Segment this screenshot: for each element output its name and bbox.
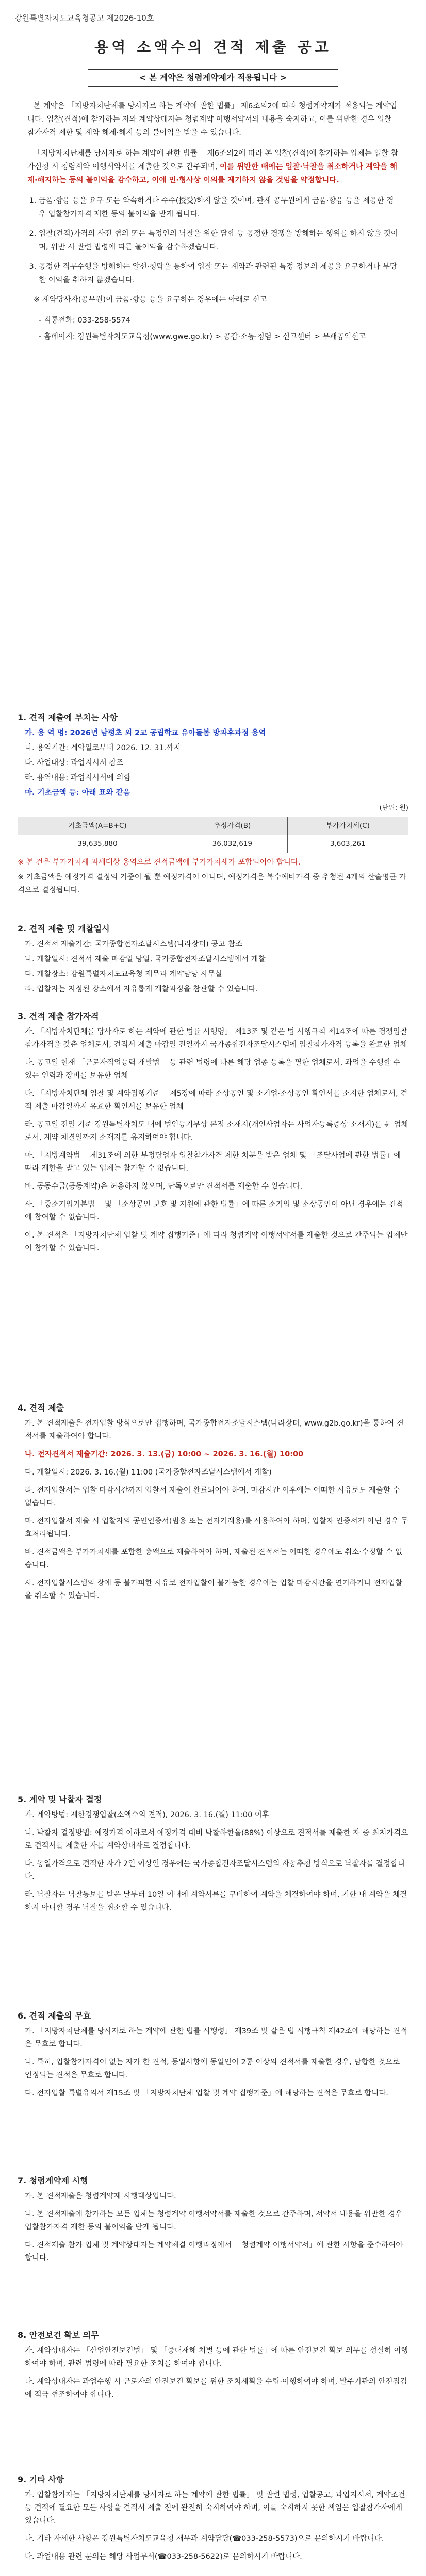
section-paragraph: 나. 특히, 입찰참가자격이 없는 자가 한 견적, 동일사항에 동일인이 2통 이상의 견적서를 제출한 경우, 담합한 것으로 인정되는 견적은 무효로 합니다. xyxy=(25,2058,400,2079)
section-title: 1. 견적 제출에 부치는 사항 xyxy=(18,713,118,722)
section-9 xyxy=(18,2473,408,2569)
section-paragraph: 가. 「지방자치단체를 당사자로 하는 계약에 관한 법률 시행령」 제39조 및 같은 법 시행규칙 제42조에 해당하는 견적은 무효로 합니다. xyxy=(25,2027,407,2048)
section-paragraph: 마. 「지방계약법」 제31조에 의한 부정당업자 입찰참가자격 제한 처분을 받은 업체 및 「조달사업에 관한 법률」에 따라 제한을 받고 있는 업체는 참가할 수 없습니다. xyxy=(25,1151,401,1173)
vat-note: ※ 본 건은 부가가치세 과세대상 용역으로 견적금액에 부가가치세가 포함되어야 합니다. xyxy=(18,858,301,867)
section-line: 라. 입찰자는 지정된 장소에서 자유롭게 개찰과정을 참관할 수 있습니다. xyxy=(25,985,258,993)
contact-department: 다. 과업내용 관련 문의는 해당 사업부서(☎033-258-5622)로 문의하시기 바랍니다. xyxy=(25,2553,302,2561)
section-paragraph: 라. 전자입찰서는 입찰 마감시간까지 입찰서 제출이 완료되어야 하며, 마감시간 이후에는 어떠한 사유로도 제출할 수 없습니다. xyxy=(25,1486,400,1507)
section-line: 가. 견적서 제출기간: 국가종합전자조달시스템(나라장터) 공고 참조 xyxy=(25,940,243,948)
section-paragraph: 마. 전자입찰서 제출 시 입찰자의 공인인증서(범용 또는 전자거래용)를 사용하여야 하며, 입찰자 인증서가 아닌 경우 무효처리됩니다. xyxy=(25,1517,408,1538)
section-paragraph: 가. 계약방법: 제한경쟁입찰(소액수의 견적), 2026. 3. 16.(월) 11:00 이후 xyxy=(25,1811,269,1819)
integrity-pledge-warning: 이를 위반한 때에는 입찰·낙찰을 취소하거나 계약을 해제·해지하는 등의 불이익을 감수하고, 이에 민·형사상 이의를 제기하지 않을 것임을 약정합니다. xyxy=(27,163,397,184)
section-paragraph: 다. 「지방자치단체 입찰 및 계약집행기준」 제5장에 따라 소상공인 및 소기업·소상공인 확인서를 소지한 업체로서, 견적 제출 마감일까지 유효한 확인서를 보유한 업체 xyxy=(25,1090,408,1111)
integrity-item: 2. 입찰(견적)가격의 사전 협의 또는 특정인의 낙찰을 위한 담합 등 공정한 경쟁을 방해하는 행위를 하지 않을 것이며, 위반 시 관련 법령에 따른 불이익을 감수하겠습니다. xyxy=(39,227,399,254)
section-3 xyxy=(18,1010,408,1260)
page-title: 용역 소액수의 견적 제출 공고 xyxy=(94,39,332,56)
section-paragraph: 바. 견적금액은 부가가치세를 포함한 총액으로 제출하여야 하며, 제출된 견적서는 어떠한 경우에도 취소·수정할 수 없습니다. xyxy=(25,1548,403,1569)
section-paragraph: 가. 계약상대자는 「산업안전보건법」 및 「중대재해 처벌 등에 관한 법률」에 따른 안전보건 확보 의무를 성실히 이행하여야 하며, 관련 법령에 따라 필요한 조치를 하여야 합니다. xyxy=(25,2347,408,2368)
section-line: 나. 개찰일시: 견적서 제출 마감일 당일, 국가종합전자조달시스템에서 개찰 xyxy=(25,955,266,963)
table-cell: 3,603,261 xyxy=(287,835,408,853)
report-lead: ※ 계약당사자(공무원)이 금품·향응 등을 요구하는 경우에는 아래로 신고 xyxy=(34,296,267,304)
contact-finance: 나. 기타 자세한 사항은 강원특별자치도교육청 재무과 계약담당(☎033-258-5573)으로 문의하시기 바랍니다. xyxy=(25,2535,384,2543)
table-cell: 39,635,880 xyxy=(18,835,177,853)
service-period: 나. 용역기간: 계약일로부터 2026. 12. 31.까지 xyxy=(25,744,181,752)
section-1 xyxy=(18,711,408,897)
header-divider xyxy=(14,28,412,29)
integrity-item: 1. 금품·향응 등을 요구 또는 약속하거나 수수(授受)하지 않을 것이며, 관계 공무원에게 금품·향응 등을 제공한 경우 입찰참가자격 제한 등의 불이익을 받게 됩니다. xyxy=(39,194,399,221)
title-divider xyxy=(14,62,412,63)
integrity-pledge-paragraph xyxy=(27,147,399,187)
section-paragraph: 아. 본 견적은 「지방자치단체 입찰 및 계약 집행기준」에 따라 청렴계약 이행서약서를 제출한 것으로 간주되는 업체만이 참가할 수 있습니다. xyxy=(25,1231,408,1252)
section-paragraph: 가. 입찰참가자는 「지방자치단체를 당사자로 하는 계약에 관한 법률」 및 관련 법령, 입찰공고, 과업지시서, 계약조건 등 견적에 필요한 모든 사항을 견적서 제출 전에 완전히 숙지하여야 하며, 이를 숙지하지 못한 책임은 입찰참가자에게 있습니다. xyxy=(25,2491,405,2525)
section-paragraph: 나. 공고일 현재 「근로자직업능력 개발법」 등 관련 법령에 따른 해당 업종 등록을 필한 업체로서, 과업을 수행할 수 있는 인력과 장비를 보유한 업체 xyxy=(25,1059,401,1080)
section-paragraph: 가. 「지방자치단체를 당사자로 하는 계약에 관한 법률 시행령」 제13조 및 같은 법 시행규칙 제14조에 따른 경쟁입찰 참가자격을 갖춘 업체로서, 견적서 제출 마감일 전일까지 국가종합전자조달시스템에 입찰참가자격 등록을 완료한 업체 xyxy=(25,1028,407,1049)
table-header: 기초금액(A=B+C) xyxy=(18,817,177,835)
section-paragraph: 다. 동일가격으로 견적한 자가 2인 이상인 경우에는 국가종합전자조달시스템의 자동추첨 방식으로 낙찰자를 결정합니다. xyxy=(25,1860,405,1881)
report-phone: - 직통전화: 033-258-5574 xyxy=(39,316,131,325)
section-line: 다. 개찰장소: 강원특별자치도교육청 재무과 계약담당 사무실 xyxy=(25,970,222,978)
base-amount-lead: 마. 기초금액 등: 아래 표와 같음 xyxy=(25,789,130,797)
section-paragraph: 라. 공고일 전일 기준 강원특별자치도 내에 법인등기부상 본점 소재지(개인사업자는 사업자등록증상 소재지)를 둔 업체로서, 계약 체결일까지 소재지를 유지하여야 합니다. xyxy=(25,1121,408,1142)
section-paragraph: 사. 전자입찰시스템의 장애 등 불가피한 사유로 전자입찰이 불가능한 경우에는 입찰 마감시간을 연기하거나 전자입찰을 취소할 수 있습니다. xyxy=(25,1579,403,1600)
section-6 xyxy=(18,2009,408,2105)
section-8 xyxy=(18,2329,408,2406)
announcement-number: 강원특별자치도교육청공고 제2026-10호 xyxy=(14,13,154,23)
integrity-notice-box xyxy=(18,91,408,693)
integrity-notice-heading: < 본 계약은 청렴계약제가 적용됩니다 > xyxy=(88,69,338,87)
section-paragraph: 나. 낙찰자 결정방법: 예정가격 이하로서 예정가격 대비 낙찰하한율(88%) 이상으로 견적서를 제출한 자 중 최저가격으로 견적서를 제출한 자를 계약상대자로 결정합니다. xyxy=(25,1829,408,1850)
section-title: 4. 견적 제출 xyxy=(18,1403,64,1413)
integrity-items xyxy=(27,194,399,287)
submission-period: 나. 전자견적서 제출기간: 2026. 3. 13.(금) 10:00 ~ 2026. 3. 16.(월) 10:00 xyxy=(25,1450,304,1459)
section-paragraph: 다. 개찰일시: 2026. 3. 16.(월) 11:00 (국가종합전자조달시스템에서 개찰) xyxy=(25,1468,272,1477)
section-paragraph: 바. 공동수급(공동계약)은 허용하지 않으며, 단독으로만 견적서를 제출할 수 있습니다. xyxy=(25,1182,303,1191)
section-paragraph: 라. 낙찰자는 낙찰통보를 받은 날부터 10일 이내에 계약서류를 구비하여 계약을 체결하여야 하며, 기한 내 계약을 체결하지 아니할 경우 낙찰을 취소할 수 있습니다. xyxy=(25,1891,407,1912)
section-title: 6. 견적 제출의 무효 xyxy=(18,2011,91,2021)
section-title: 2. 견적 제출 및 개찰일시 xyxy=(18,924,110,934)
section-paragraph: 다. 견적제출 참가 업체 및 계약상대자는 계약체결 이행과정에서 「청렴계약 이행서약서」에 관한 사항을 준수하여야 합니다. xyxy=(25,2241,403,2262)
integrity-paragraph: 본 계약은 「지방자치단체를 당사자로 하는 계약에 관한 법률」 제6조의2에 따라 청렴계약제가 적용되는 계약입니다. 입찰(견적)에 참가하는 자와 계약상대자는 청렴계약 이행서약서의 내용을 숙지하고, 이를 위반한 경우 입찰참가자격 제한 및 계약 해제·해지 등의 불이익을 받을 수 있습니다. xyxy=(27,102,398,137)
section-paragraph: 나. 본 견적제출에 참가하는 모든 업체는 청렴계약 이행서약서를 제출한 것으로 간주하며, 서약서 내용을 위반한 경우 입찰참가자격 제한 등의 불이익을 받게 됩니다. xyxy=(25,2210,403,2231)
section-2 xyxy=(18,922,408,998)
base-amount-note: ※ 기초금액은 예정가격 결정의 기준이 될 뿐 예정가격이 아니며, 예정가격은 복수예비가격 중 추첨된 4개의 산술평균 가격으로 결정됩니다. xyxy=(18,873,406,894)
section-5 xyxy=(18,1793,408,1920)
section-title: 9. 기타 사항 xyxy=(18,2475,64,2484)
section-title: 5. 계약 및 낙찰자 결정 xyxy=(18,1794,102,1804)
integrity-item: 3. 공정한 직무수행을 방해하는 알선·청탁을 통하여 입찰 또는 계약과 관련된 특정 정보의 제공을 요구하거나 부당한 이익을 취하지 않겠습니다. xyxy=(39,260,399,287)
section-paragraph: 가. 본 견적제출은 전자입찰 방식으로만 집행하며, 국가종합전자조달시스템(나라장터, www.g2b.go.kr)을 통하여 견적서를 제출하여야 합니다. xyxy=(25,1419,404,1440)
section-paragraph: 나. 계약상대자는 과업수행 시 근로자의 안전보건 확보를 위한 조치계획을 수립·이행하여야 하며, 발주기관의 안전점검에 적극 협조하여야 합니다. xyxy=(25,2378,407,2399)
section-title: 8. 안전보건 확보 의무 xyxy=(18,2330,99,2340)
section-paragraph: 다. 전자입찰 특별유의서 제15조 및 「지방자치단체 입찰 및 계약 집행기준」에 해당하는 견적은 무효로 합니다. xyxy=(25,2089,388,2097)
section-7 xyxy=(18,2174,408,2270)
section-title: 7. 청렴계약제 시행 xyxy=(18,2176,88,2185)
section-paragraph: 가. 본 견적제출은 청렴계약제 시행대상입니다. xyxy=(25,2192,176,2200)
service-content: 라. 용역내용: 과업지시서에 의함 xyxy=(25,774,131,782)
base-amount-table xyxy=(18,817,408,853)
integrity-pledge-text: 「지방자치단체를 당사자로 하는 계약에 관한 법률」 제6조의2에 따라 본 입찰(견적)에 참가하는 업체는 입찰 참가신청 시 청렴계약 이행서약서를 제출한 것으로 간주되며, xyxy=(27,149,398,171)
table-header: 부가가치세(C) xyxy=(287,817,408,835)
report-website[interactable]: - 홈페이지: 강원특별자치도교육청(www.gwe.go.kr) > 공감·소통·청렴 > 신고센터 > 부패공익신고 xyxy=(39,333,366,341)
section-4 xyxy=(18,1401,408,1608)
section-title: 3. 견적 제출 참가자격 xyxy=(18,1011,99,1021)
service-name: 가. 용 역 명: 2026년 남평초 외 2교 공립학교 유아돌봄 방과후과정 용역 xyxy=(25,729,266,737)
service-target: 다. 사업대상: 과업지시서 참조 xyxy=(25,759,124,767)
table-unit: (단위: 원) xyxy=(379,804,408,812)
table-cell: 36,032,619 xyxy=(177,835,287,853)
table-header: 추정가격(B) xyxy=(177,817,287,835)
section-paragraph: 사. 「중소기업기본법」 및 「소상공인 보호 및 지원에 관한 법률」에 따른 소기업 및 소상공인이 아닌 경우에는 견적에 참여할 수 없습니다. xyxy=(25,1200,404,1222)
